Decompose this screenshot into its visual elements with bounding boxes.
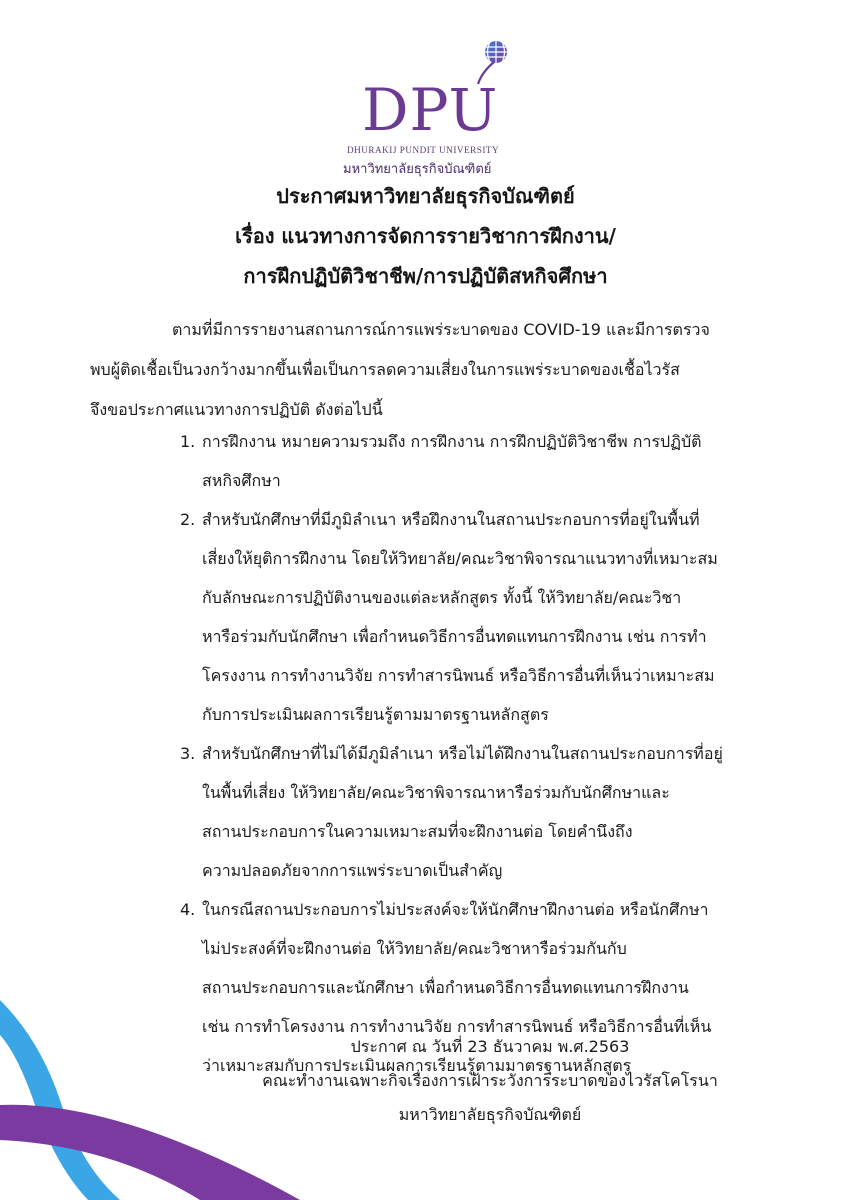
item-text bbox=[202, 422, 775, 500]
item-number: 4. bbox=[180, 900, 196, 919]
intro-line-2: พบผู้ติดเชื้อเป็นวงกว้างมากขึ้นเพื่อเป็นการลดความเสี่ยงในการแพร่ระบาดของเชื้อไวรัส bbox=[90, 360, 680, 379]
item-line: ความปลอดภัยจากการแพร่ระบาดเป็นสำคัญ bbox=[202, 861, 503, 880]
announcement-title bbox=[0, 176, 851, 296]
swoosh-blue bbox=[0, 1000, 120, 1200]
item-line: เช่น การทำโครงงาน การทำงานวิจัย การทำสารนิพนธ์ หรือวิธีการอื่นที่เห็น bbox=[202, 1017, 712, 1036]
list-item bbox=[175, 734, 775, 890]
title-line-1: ประกาศมหาวิทยาลัยธุรกิจบัณฑิตย์ bbox=[276, 184, 575, 208]
item-text bbox=[202, 500, 775, 734]
intro-paragraph bbox=[90, 310, 760, 430]
item-line: ในพื้นที่เสี่ยง ให้วิทยาลัย/คณะวิชาพิจารณาหารือร่วมกับนักศึกษาและ bbox=[202, 783, 670, 802]
dpu-logo bbox=[340, 38, 515, 177]
list-item bbox=[175, 500, 775, 734]
item-line: ว่าเหมาะสมกับการประเมินผลการเรียนรู้ตามมาตรฐานหลักสูตร bbox=[202, 1056, 632, 1075]
title-line-3: การฝึกปฏิบัติวิชาชีพ/การปฏิบัติสหกิจศึกษา bbox=[243, 264, 608, 288]
university-name-th: มหาวิทยาลัยธุรกิจบัณฑิตย์ bbox=[343, 162, 492, 177]
item-line: การฝึกงาน หมายความรวมถึง การฝึกงาน การฝึกปฏิบัติวิชาชีพ การปฏิบัติ bbox=[202, 432, 702, 451]
university-name-en: DHURAKIJ PUNDIT UNIVERSITY bbox=[347, 145, 500, 155]
item-line: หารือร่วมกับนักศึกษา เพื่อกำหนดวิธีการอื่นทดแทนการฝึกงาน เช่น การทำ bbox=[202, 627, 707, 646]
item-text bbox=[202, 734, 775, 890]
item-line: สหกิจศึกษา bbox=[202, 471, 281, 490]
decorative-swoosh bbox=[0, 980, 300, 1200]
committee-name: คณะทำงานเฉพาะกิจเรื่องการเฝ้าระวังการระบาดของไวรัสโคโรนา bbox=[262, 1071, 718, 1090]
announcement-date: ประกาศ ณ วันที่ 23 ธันวาคม พ.ศ.2563 bbox=[350, 1037, 630, 1056]
item-number: 1. bbox=[180, 432, 196, 451]
logo-wordmark: DPU bbox=[362, 76, 499, 144]
item-line: เสี่ยงให้ยุติการฝึกงาน โดยให้วิทยาลัย/คณะวิชาพิจารณาแนวทางที่เหมาะสม bbox=[202, 549, 718, 568]
item-line: โครงงาน การทำงานวิจัย การทำสารนิพนธ์ หรือวิธีการอื่นที่เห็นว่าเหมาะสม bbox=[202, 666, 715, 685]
item-line: กับลักษณะการปฏิบัติงานของแต่ละหลักสูตร ทั้งนี้ ให้วิทยาลัย/คณะวิชา bbox=[202, 588, 682, 607]
item-line: ไม่ประสงค์ที่จะฝึกงานต่อ ให้วิทยาลัย/คณะวิชาหารือร่วมกันกับ bbox=[202, 939, 627, 958]
item-number: 2. bbox=[180, 510, 196, 529]
item-line: สถานประกอบการในความเหมาะสมที่จะฝึกงานต่อ โดยคำนึงถึง bbox=[202, 822, 633, 841]
swoosh-purple bbox=[0, 1105, 300, 1200]
item-line: สถานประกอบการและนักศึกษา เพื่อกำหนดวิธีการอื่นทดแทนการฝึกงาน bbox=[202, 978, 689, 997]
university-signature: มหาวิทยาลัยธุรกิจบัณฑิตย์ bbox=[398, 1105, 582, 1124]
intro-line-3: จึงขอประกาศแนวทางการปฏิบัติ ดังต่อไปนี้ bbox=[90, 400, 383, 419]
item-line: ในกรณีสถานประกอบการไม่ประสงค์จะให้นักศึกษาฝึกงานต่อ หรือนักศึกษา bbox=[202, 900, 709, 919]
intro-line-1: ตามที่มีการรายงานสถานการณ์การแพร่ระบาดของ COVID-19 และมีการตรวจ bbox=[172, 320, 710, 339]
title-line-2: เรื่อง แนวทางการจัดการรายวิชาการฝึกงาน/ bbox=[235, 224, 616, 248]
item-line: สำหรับนักศึกษาที่มีภูมิลำเนา หรือฝึกงานในสถานประกอบการที่อยู่ในพื้นที่ bbox=[202, 510, 700, 529]
item-line: กับการประเมินผลการเรียนรู้ตามมาตรฐานหลักสูตร bbox=[202, 705, 549, 724]
list-item bbox=[175, 422, 775, 500]
item-number: 3. bbox=[180, 744, 196, 763]
item-line: สำหรับนักศึกษาที่ไม่ได้มีภูมิลำเนา หรือไม่ได้ฝึกงานในสถานประกอบการที่อยู่ bbox=[202, 744, 723, 763]
signature-block bbox=[240, 1030, 740, 1132]
